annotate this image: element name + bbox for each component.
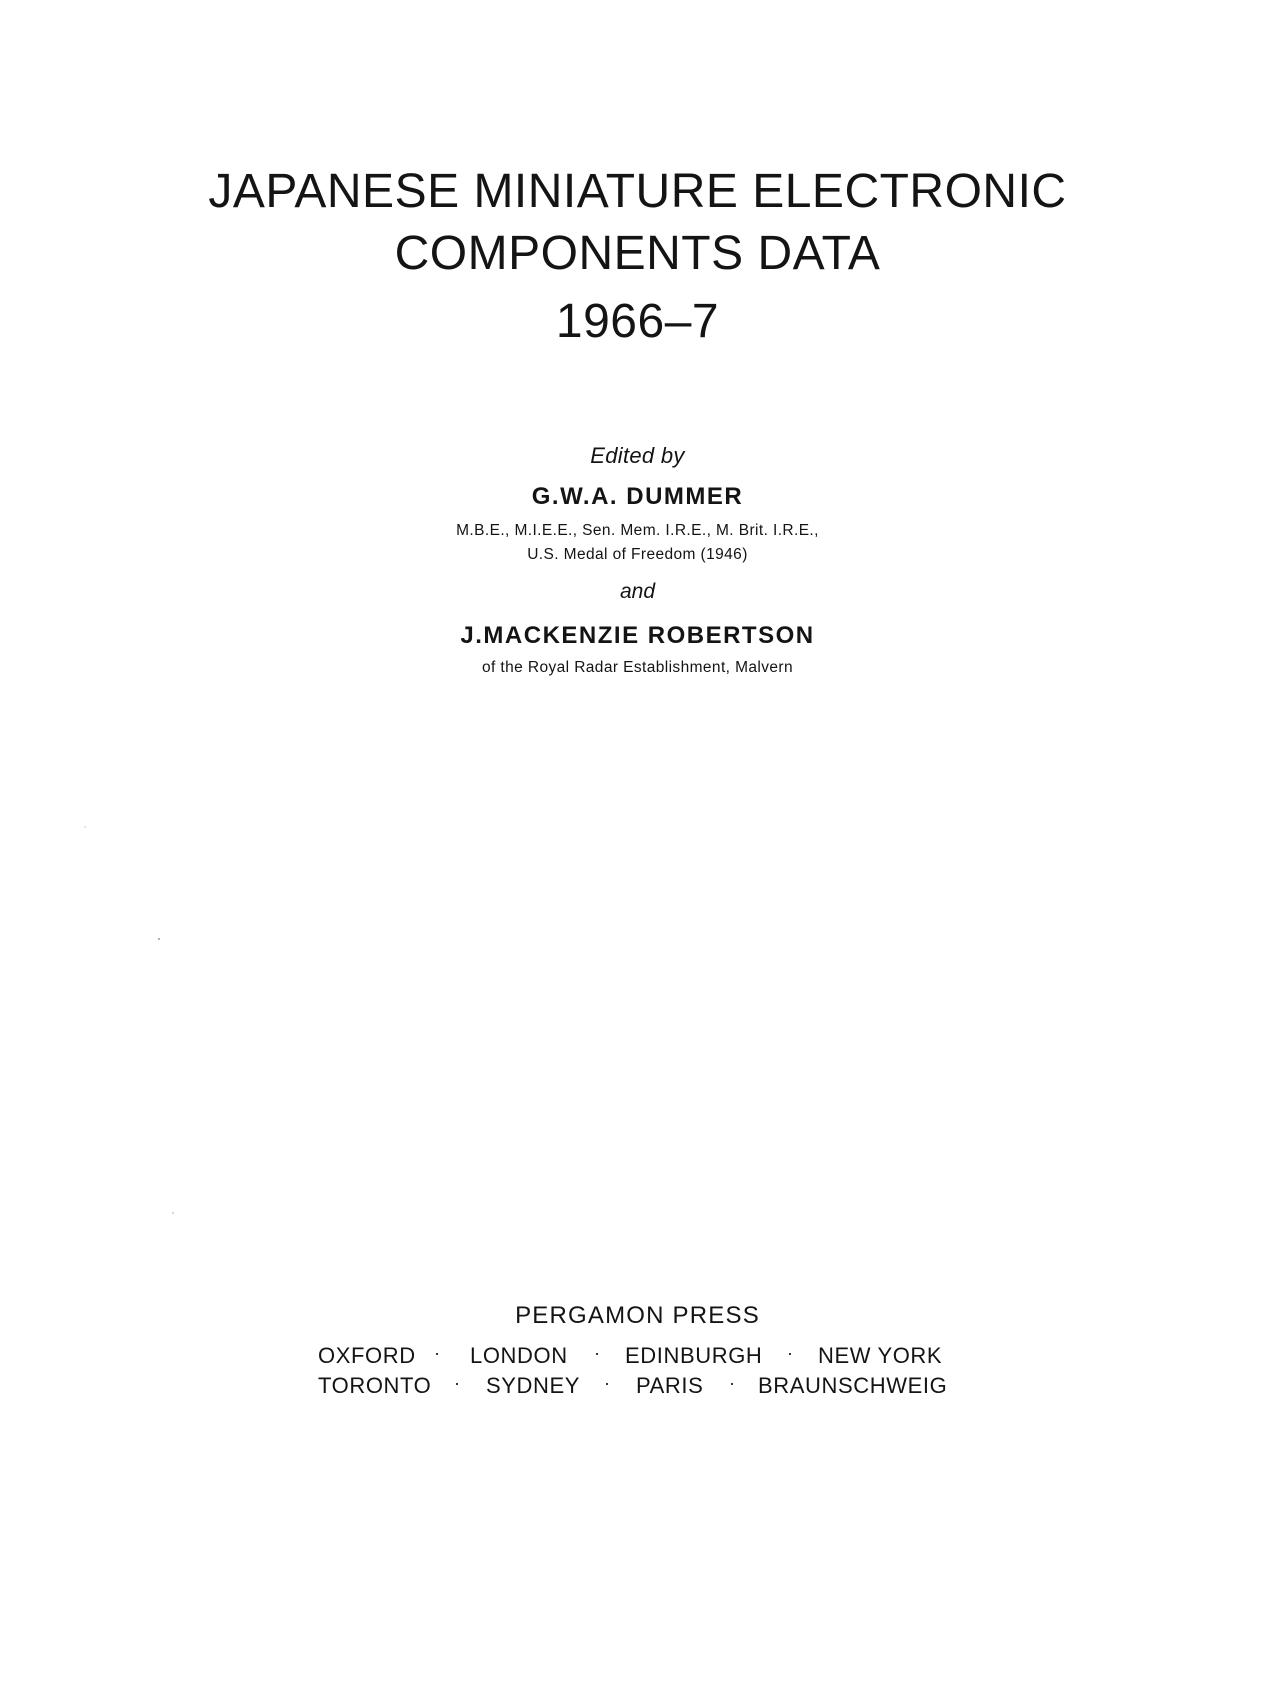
editor-1-name: G.W.A. DUMMER bbox=[531, 483, 744, 510]
editor-2-name: J.MACKENZIE ROBERTSON bbox=[460, 622, 815, 649]
scan-speck bbox=[84, 826, 86, 828]
city-separator: · bbox=[604, 1373, 610, 1393]
edited-by-label: Edited by bbox=[590, 443, 685, 468]
city-braunschweig: BRAUNSCHWEIG bbox=[758, 1373, 948, 1398]
city-paris: PARIS bbox=[636, 1373, 704, 1398]
publisher-name: PERGAMON PRESS bbox=[515, 1302, 760, 1329]
city-separator: · bbox=[454, 1373, 460, 1393]
editor-1-credentials-line-2: U.S. Medal of Freedom (1946) bbox=[527, 546, 748, 563]
city-oxford: OXFORD bbox=[318, 1343, 416, 1368]
editor-1-credentials-line-1: M.B.E., M.I.E.E., Sen. Mem. I.R.E., M. Brit. I.R.E., bbox=[456, 522, 819, 539]
city-edinburgh: EDINBURGH bbox=[625, 1343, 763, 1368]
city-separator: · bbox=[729, 1373, 735, 1393]
city-sydney: SYDNEY bbox=[486, 1373, 581, 1398]
city-separator: · bbox=[787, 1343, 793, 1363]
title-line-1: JAPANESE MINIATURE ELECTRONIC bbox=[208, 165, 1067, 218]
and-conjunction: and bbox=[619, 580, 656, 603]
editor-2-affiliation: of the Royal Radar Establishment, Malvern bbox=[481, 659, 794, 676]
title-line-2: COMPONENTS DATA bbox=[394, 227, 881, 280]
city-separator: · bbox=[594, 1343, 600, 1363]
city-london: LONDON bbox=[470, 1343, 568, 1368]
scan-speck bbox=[158, 938, 160, 940]
city-toronto: TORONTO bbox=[318, 1373, 432, 1398]
title-line-3: 1966–7 bbox=[555, 295, 720, 348]
scan-speck bbox=[172, 1212, 174, 1214]
city-separator: · bbox=[434, 1343, 440, 1363]
city-new-york: NEW YORK bbox=[818, 1343, 943, 1368]
